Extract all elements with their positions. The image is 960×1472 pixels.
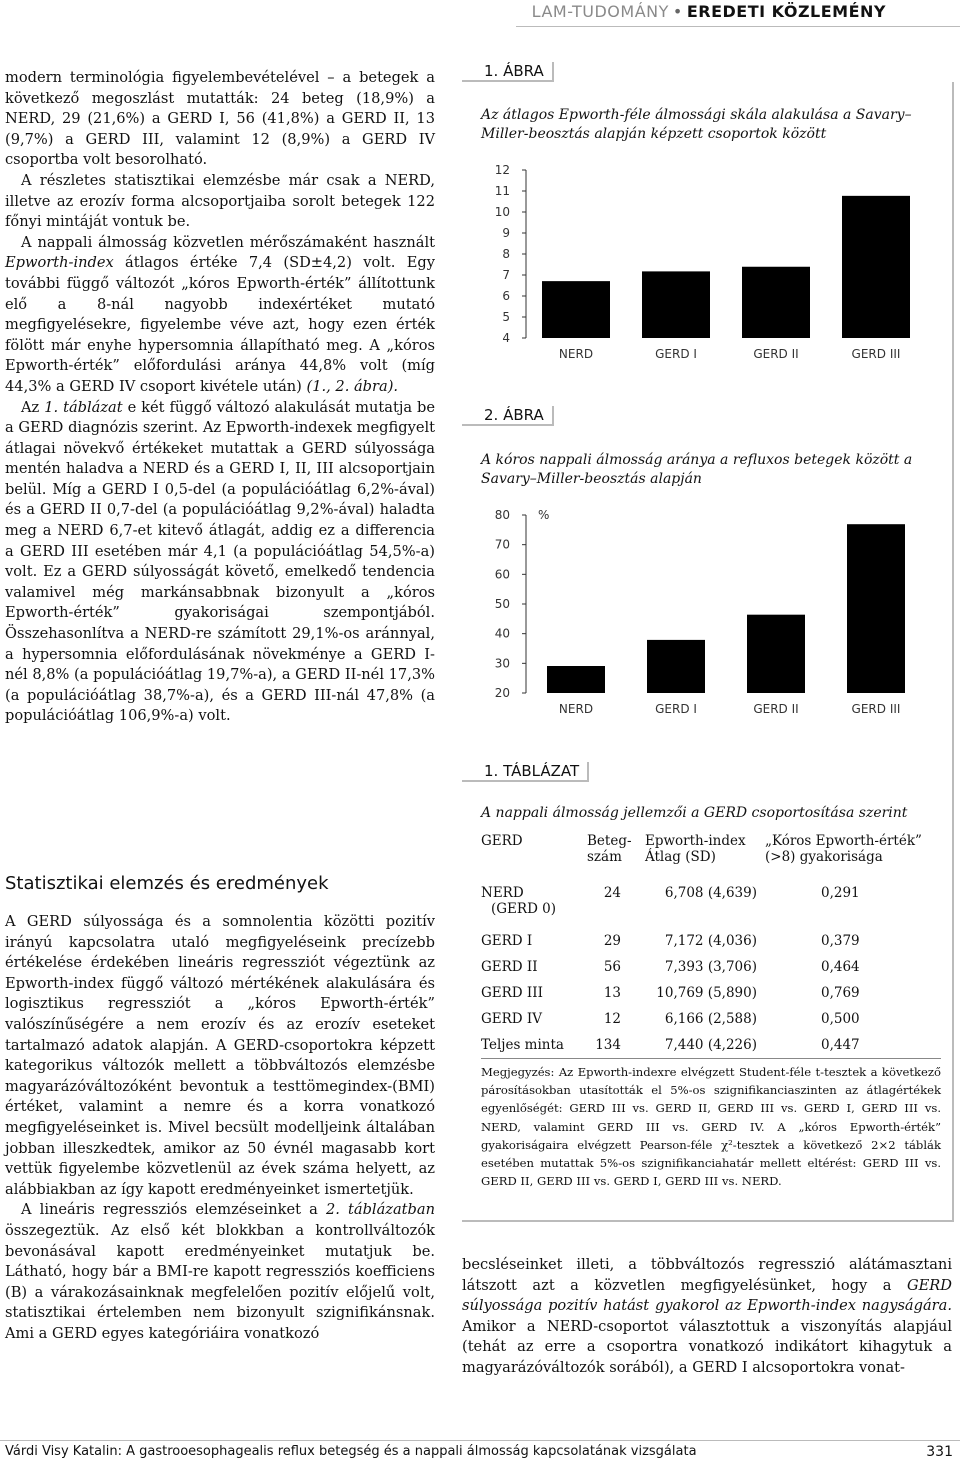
bar: [747, 615, 805, 693]
figure-2-tag: [462, 406, 554, 426]
cell: GERD I: [481, 933, 533, 949]
y-tick-label: 80: [494, 508, 510, 522]
table-row: [481, 959, 941, 985]
text-run: összegeztük. Az első két blokkban a kontrollváltozók bevonásával kapott eredményeinket mutatjuk be. Látható, hogy bár a BMI-re kapott regressziós koefficiens (B) a várakozásainknak megfelelően pozitív előjelű volt, statisztikai értelemben nem bizonyult szignifikánsnak. Ami a GERD egyes kategóriáira vonatkozó: [5, 1221, 435, 1342]
header-text: Átlag (SD): [645, 849, 716, 865]
cell: 10,769 (5,890): [656, 985, 757, 1001]
bar: [842, 196, 910, 338]
bar: [742, 267, 810, 338]
paragraph: A GERD súlyossága és a somnolentia közötti pozitív irányú kapcsolatra utaló megfigyeléseink precízebb értékelése érdekében lineáris regressziót végeztünk az Epworth-index függő változó mértékének alakulására és logisztikus regressziót a „kóros Epworth-érték” valószínűségére a nem erozív és az erozív eseteket tartalmazó adatok alapján. A GERD-csoportokra képzett kategorikus változók mellett a többváltozós elemzésbe magyarázóváltozóként bevontuk a testtömegindex-(BMI) értéket, valamint a nemre és a korra vonatkozó megfigyeléseinket is. Mivel becsült modelljeink általában jobban illeszkedtek, amikor az 50 évnél magasabb kort vettük figyelembe közvetlenül az évek száma helyett, az alábbiakban az így kapott eredményeinket ismertetjük.: [5, 913, 435, 1198]
text-run: A nappali álmosság közvetlen mérőszámaként használt: [21, 233, 435, 251]
figure-1-tag: [462, 62, 554, 82]
paragraph: [5, 233, 435, 398]
bar: [542, 281, 610, 338]
table-header-row: [481, 833, 941, 875]
header-dot: •: [672, 2, 683, 21]
y-tick-label: 11: [494, 184, 510, 198]
x-tick-label: GERD III: [851, 702, 901, 716]
x-tick-label: NERD: [558, 702, 594, 716]
cell: 0,500: [821, 1011, 860, 1027]
cell: 13: [603, 985, 621, 1001]
cell: 134: [595, 1037, 621, 1053]
cell: 12: [603, 1011, 621, 1027]
cell: 7,172 (4,036): [664, 933, 757, 949]
figure-2-chart: [462, 495, 952, 725]
table-1-tag: [462, 762, 589, 782]
figure-1-caption: Az átlagos Epworth-féle álmossági skála alakulása a Savary–Miller-beosztás alapján képzett csoportok között: [481, 107, 912, 142]
y-tick-label: 12: [494, 163, 510, 177]
y-tick-label: 6: [502, 289, 510, 303]
x-tick-label: GERD III: [851, 347, 901, 361]
right-column-text: [462, 1255, 952, 1379]
figure-1-chart: [462, 150, 952, 380]
x-tick-label: GERD I: [655, 347, 697, 361]
header-cell: [765, 833, 941, 875]
table-rule: [481, 1058, 941, 1059]
cell: 24: [603, 885, 621, 901]
left-column-bottom: [5, 912, 435, 1344]
y-tick-label: 5: [502, 310, 510, 324]
article-type: EREDETI KÖZLEMÉNY: [686, 2, 886, 21]
text-run: átlagos értéke 7,4 (SD±4,2) volt. Egy további függő változót „kóros Epworth-érték” állítottunk elő a 8-nál nagyobb indexértéket mutató megfigyelésekre, figyelembe véve azt, hogy ezen érték fölött már enyhe hypersomnia állapítható meg. A „kóros Epworth-érték” előfordulási aránya 44,8% volt (míg 44,3% a GERD IV csoport kivétele után): [5, 254, 435, 395]
cell: 7,440 (4,226): [664, 1037, 757, 1053]
table-row: [481, 933, 941, 959]
cell: 0,769: [821, 985, 860, 1001]
header-text: Beteg-: [587, 833, 632, 849]
y-tick-label: 7: [502, 268, 510, 282]
page-number: 331: [926, 1444, 953, 1460]
italic-term: Epworth-index: [5, 254, 114, 272]
paragraph: [5, 1200, 435, 1344]
cell: 0,379: [821, 933, 860, 949]
header-text: szám: [587, 849, 622, 865]
text-run: Amikor a NERD-csoportot választottuk a viszonyítás alapjául (tehát az erre a csoportra vonatkozó indikátort kihagytuk a magyarázóváltozók sorából), a GERD I alcsoportokra vonat-: [462, 1317, 952, 1376]
y-tick-label: 20: [494, 686, 510, 700]
bar: [547, 666, 605, 693]
paragraph: modern terminológia figyelembevételével – a betegek a következő megoszlást mutatták: 24 beteg (18,9%) a NERD, 29 (21,6%) a GERD I, 56 (41,8%) a GERD II, 13 (9,7%) a GERD III, valamint 12 (8,9%) a GERD IV csoportba volt besorolható.: [5, 69, 435, 169]
bar: [642, 271, 710, 338]
header-text: Epworth-index: [645, 833, 746, 849]
figure-1-label: 1. ÁBRA: [462, 62, 554, 82]
table-reference: 2. táblázatban: [325, 1201, 435, 1219]
y-tick-label: 30: [494, 656, 510, 671]
left-column-top: [5, 68, 435, 727]
table-1-caption: A nappali álmosság jellemzői a GERD csoportosítása szerint: [481, 805, 908, 821]
paragraph: A részletes statisztikai elemzésbe már csak a NERD, illetve az erozív forma alcsoportjaiba sorolt betegek 122 főnyi mintáját vontuk be.: [5, 171, 435, 231]
x-tick-label: NERD: [558, 347, 594, 361]
cell: 6,166 (2,588): [664, 1011, 757, 1027]
y-tick-label: 4: [502, 331, 510, 345]
section-heading: Statisztikai elemzés és eredmények: [5, 873, 329, 894]
cell: 6,708 (4,639): [664, 885, 757, 901]
footer: [5, 1444, 955, 1459]
header-text: (>8) gyakorisága: [765, 849, 883, 865]
y-tick-label: 50: [494, 597, 510, 611]
table-reference: 1. táblázat: [44, 398, 123, 416]
cell: 0,464: [821, 959, 860, 975]
figure-2-caption: A kóros nappali álmosság aránya a refluxos betegek között a Savary–Miller-beosztás alapján: [481, 452, 913, 487]
x-tick-label: GERD II: [753, 702, 799, 716]
running-header: [532, 2, 886, 21]
cell: [481, 885, 587, 933]
cell-text: NERD: [481, 885, 524, 901]
italic-conclusion: GERD súlyossága pozitív hatást gyakorol az Epworth-index nagyságára.: [462, 1276, 952, 1315]
table-row: [481, 1011, 941, 1037]
table-row: [481, 985, 941, 1011]
journal-name: LAM-TUDOMÁNY: [531, 2, 669, 21]
cell: 56: [603, 959, 621, 975]
paragraph: [5, 398, 435, 728]
y-tick-label: 60: [494, 567, 510, 582]
figure-reference: (1., 2. ábra).: [306, 377, 399, 395]
table-note: Megjegyzés: Az Epworth-indexre elvégzett Student-féle t-tesztek a következő párosításokban utasították el 5%-os szignifikanciaszinten az átlagértékek egyenlőségét: GERD III vs. GERD II, GERD III vs. GERD I, GERD III vs. NERD, valamint GERD III vs. GERD IV. A „kóros Epworth-érték” gyakoriságaira elvégzett Pearson-féle χ²-tesztek a következő 2×2 táblák esetében mutattak 5%-os szignifikanciahatár mellett eltérést: GERD III vs. GERD II, GERD III vs. GERD I, GERD III vs. NERD.: [481, 1065, 941, 1189]
footer-citation: Várdi Visy Katalin: A gastrooesophagealis reflux betegség és a nappali álmosság kapcsolatának vizsgálata: [5, 1444, 697, 1459]
header-cell: [645, 833, 765, 875]
header-rule: [516, 26, 960, 27]
bar: [847, 524, 905, 693]
table-row: [481, 1037, 941, 1063]
table-1: [481, 833, 941, 1063]
cell: GERD II: [481, 959, 538, 975]
x-tick-label: GERD II: [753, 347, 799, 361]
cell: 29: [603, 933, 621, 949]
cell: 7,393 (3,706): [664, 959, 757, 975]
y-unit-label: %: [538, 508, 550, 522]
text-run: e két függő változó alakulását mutatja be a GERD diagnózis szerint. Az Epworth-indexek megfigyelt átlagai növekvő értékeket mutattak a GERD súlyossága mentén haladva a NERD és a GERD I, II, III alcsoportjain belül. Míg a GERD I 0,5-del (a populációátlag 6,2%-ával) és a GERD II 0,7-del (a populációátlag 9,2%-ával) haladta meg a NERD 6,7-et kitevő átlagát, addig ez a differencia a GERD III esetében már 4,1 (a populációátlag 54,5%-a) volt. Ez a GERD súlyosságát követő, emelkedő tendencia valamivel még markánsabbnak bizonyult a „kóros Epworth-érték” gyakoriságai szempontjából. Összehasonlítva a NERD-re számított 29,1%-os aránnyal, a hypersomnia előfordulásának növekménye a GERD I-nél 8,8% (a populációátlag 19,7%-a), a GERD II-nél 17,3% (a populációátlag 38,7%-a), és a GERD III-nál 47,8% (a populációátlag 106,9%-a) volt.: [5, 398, 435, 725]
text-run: becsléseinket illeti, a többváltozós regresszió alátámasztani látszott azt a közvetlen megfigyelésünket, hogy a: [462, 1256, 952, 1294]
table-row: [481, 885, 941, 933]
header-text: GERD: [481, 833, 523, 849]
y-tick-label: 10: [494, 205, 510, 219]
header-cell: [587, 833, 645, 875]
table-spacer: [481, 875, 941, 885]
text-run: A lineáris regressziós elemzéseinket a: [21, 1201, 326, 1219]
y-tick-label: 8: [502, 247, 510, 261]
cell: GERD IV: [481, 1011, 543, 1027]
y-tick-label: 9: [502, 226, 510, 240]
table-1-label: 1. TÁBLÁZAT: [462, 762, 589, 782]
text-run: Az: [21, 398, 45, 416]
bar: [647, 640, 705, 693]
y-tick-label: 70: [494, 537, 510, 552]
cell: GERD III: [481, 985, 543, 1001]
x-tick-label: GERD I: [655, 702, 697, 716]
cell-text: (GERD 0): [491, 901, 557, 917]
figure-2-label: 2. ÁBRA: [462, 406, 554, 426]
cell: Teljes minta: [481, 1037, 564, 1053]
footer-rule: [0, 1440, 960, 1441]
y-tick-label: 40: [494, 626, 510, 641]
header-text: „Kóros Epworth-érték”: [765, 833, 922, 849]
cell: 0,291: [821, 885, 860, 901]
cell: 0,447: [821, 1037, 860, 1053]
header-cell: [481, 833, 587, 875]
